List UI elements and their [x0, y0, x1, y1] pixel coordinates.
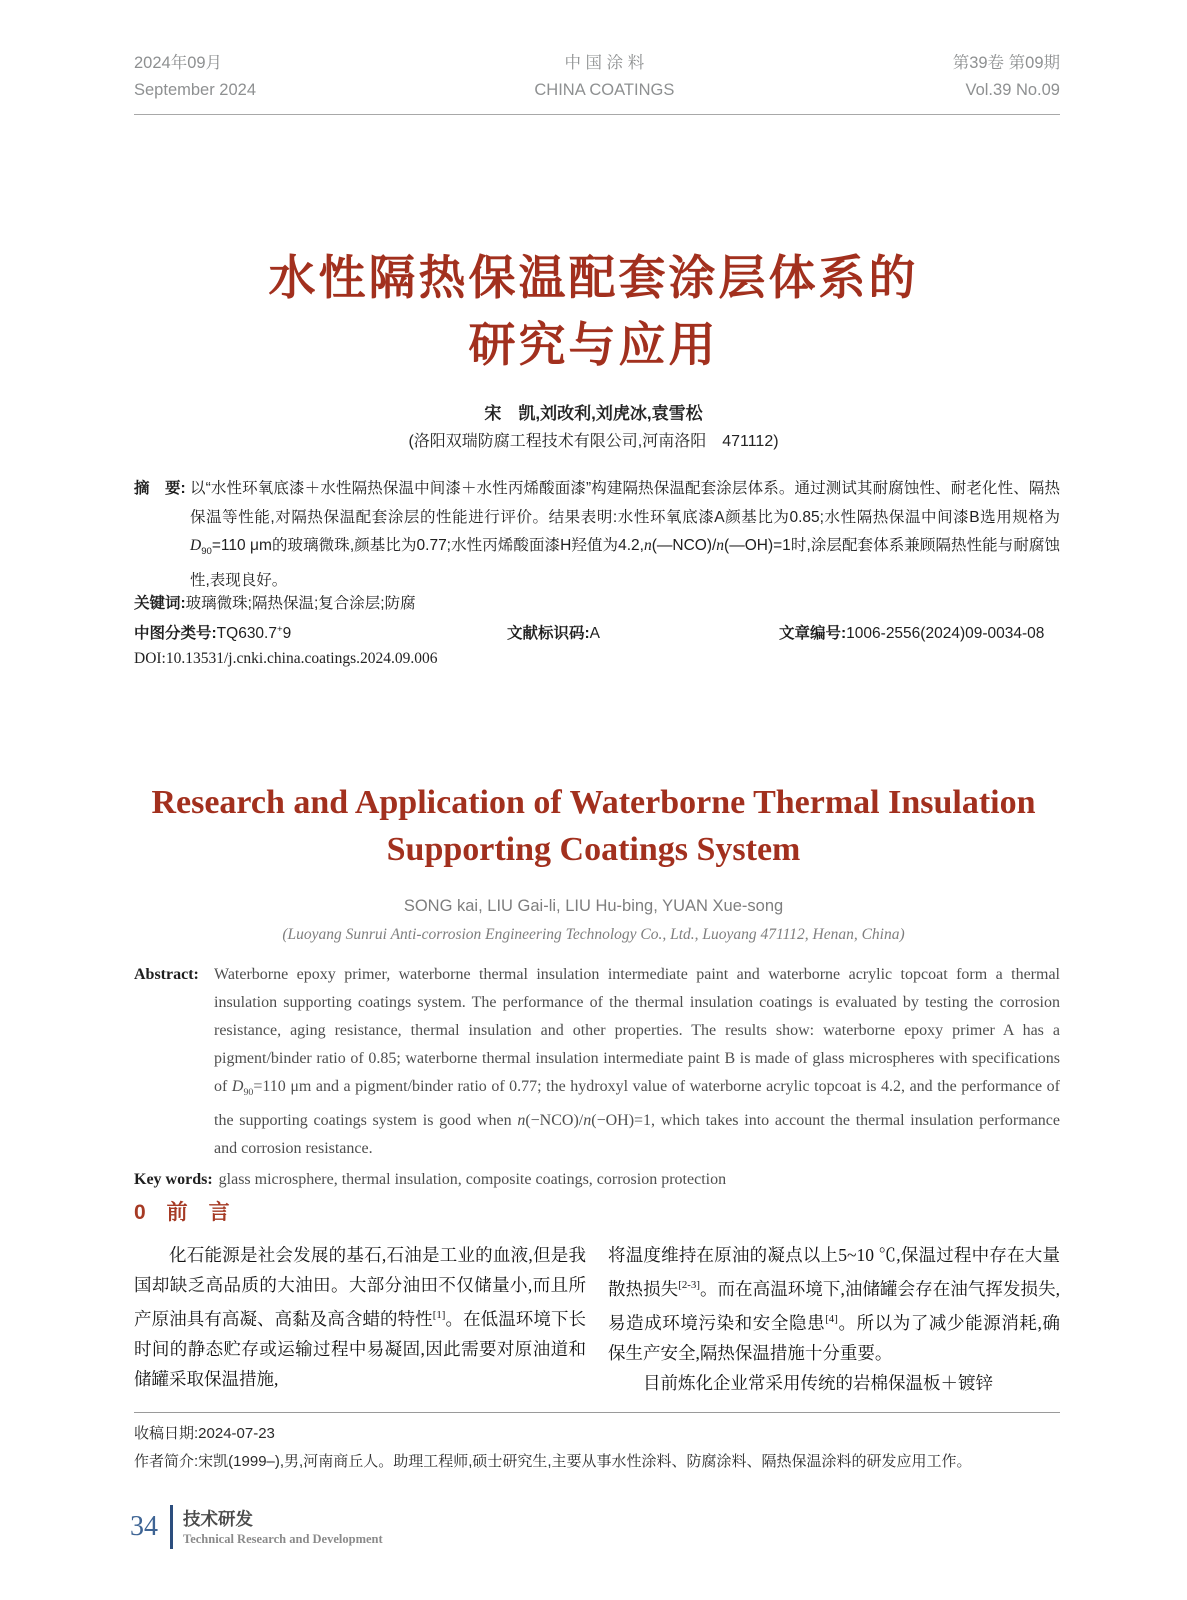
section-0-heading: 0 前 言 — [134, 1201, 230, 1224]
author-bio-label: 作者简介: — [134, 1453, 199, 1470]
abstract-en — [134, 961, 1060, 1163]
clc-label: 中图分类号: — [134, 625, 217, 642]
article-number — [779, 621, 1044, 643]
keywords-cn — [134, 591, 1060, 613]
header-issue — [953, 50, 1060, 104]
variable-n: n — [583, 1112, 592, 1130]
intro-right-column — [608, 1198, 1060, 1398]
article-title-en-line2: Supporting Coatings System — [386, 831, 801, 868]
intro-left-column — [134, 1198, 586, 1398]
authors-cn: 宋 凯,刘改利,刘虎冰,袁雪松 — [484, 404, 703, 423]
keywords-cn-text: 玻璃微珠;隔热保温;复合涂层;防腐 — [185, 595, 416, 612]
text-segment: 。所以为了减少能源消耗,确保生产安全,隔热保温措施十分重要。 — [608, 1312, 1061, 1363]
header-journal-name — [534, 50, 674, 104]
abstract-cn-text — [190, 475, 1060, 595]
journal-header — [134, 50, 1060, 104]
citation-ref-2-3: [2-3] — [678, 1279, 700, 1291]
text-segment: Waterborne epoxy primer, waterborne thermal insulation intermediate paint and waterborne acrylic topcoat form a thermal insulation supporting coatings system. The performance of the thermal insulation coatings is evaluated by testing the corrosion resistance, aging resistance, thermal insulation and other properties. The results show: waterborne epoxy primer A has a pigment/binder ratio of 0.85; waterborne thermal insulation intermediate paint B is made of glass microspheres with specifications of — [214, 966, 1060, 1095]
clc-number — [134, 625, 291, 642]
received-date-value: 2024-07-23 — [198, 1425, 275, 1442]
authors-en: SONG kai, LIU Gai-li, LIU Hu-bing, YUAN Xue-song — [403, 897, 784, 915]
variable-d: D — [190, 537, 202, 554]
header-date-cn: 2024年09月 — [134, 54, 223, 72]
received-date-label: 收稿日期: — [134, 1425, 199, 1442]
citation-ref-4: [4] — [825, 1312, 838, 1325]
text-segment: (−OH)=1, which takes into account the thermal insulation performance and corrosion resistance. — [214, 1112, 1060, 1158]
abstract-cn-label: 摘 要: — [134, 480, 186, 497]
doi: DOI:10.13531/j.cnki.china.coatings.2024.09.006 — [134, 650, 438, 667]
article-title-cn-line1: 水性隔热保温配套涂层体系的 — [268, 251, 919, 304]
footer-divider-bar — [170, 1505, 173, 1549]
subscript-90: 90 — [243, 1087, 254, 1099]
abstract-cn — [134, 475, 1060, 595]
keywords-en-label: Key words: — [134, 1171, 213, 1189]
footer-column — [183, 1508, 383, 1547]
text-segment: 以“水性环氧底漆＋水性隔热保温中间漆＋水性丙烯酸面漆”构建隔热保温配套涂层体系。通过测试其耐腐蚀性、耐老化性、隔热保温等性能,对隔热保温配套涂层的性能进行评价。结果表明:水性环氧底漆A颜基比为0.85;水性隔热保温中间漆B选用规格为 — [190, 480, 1060, 526]
citation-ref-1: [1] — [432, 1309, 446, 1321]
document-code-value: A — [589, 625, 601, 642]
page-number: 34 — [130, 1511, 158, 1542]
intro-paragraph-2: 目前炼化企业常采用传统的岩棉保温板＋镀锌 — [643, 1372, 993, 1393]
text-segment: =110 μm and a pigment/binder ratio of 0.77; the hydroxyl value of waterborne acrylic topcoat is 4.2, and the performance of the supporting coatings system is good when — [214, 1078, 1060, 1130]
page-footer — [130, 1505, 383, 1549]
author-bio-value: 宋凯(1999–),男,河南商丘人。助理工程师,硕士研究生,主要从事水性涂料、防腐涂料、隔热保温涂料的研发应用工作。 — [198, 1453, 972, 1470]
document-code-label: 文献标识码: — [507, 625, 590, 642]
footer-column-en: Technical Research and Development — [183, 1531, 383, 1546]
clc-tail: 9 — [282, 625, 292, 642]
clc-code: TQ630.7 — [216, 625, 277, 642]
abstract-en-text — [214, 961, 1060, 1163]
header-divider — [134, 114, 1060, 115]
affiliation-cn: (洛阳双瑞防腐工程技术有限公司,河南洛阳 471112) — [408, 433, 779, 450]
article-title-en — [0, 779, 1187, 873]
variable-n: n — [517, 1112, 526, 1130]
header-date-en: September 2024 — [134, 81, 257, 99]
variable-d: D — [231, 1078, 244, 1095]
article-number-value: 1006-2556(2024)09-0034-08 — [846, 625, 1045, 642]
article-number-label: 文章编号: — [779, 625, 847, 642]
text-segment: 将温度维持在原油的凝点以上5~10 ℃,保温过程中存在大量散热损失 — [608, 1245, 1060, 1299]
intro-paragraph-1 — [134, 1240, 586, 1394]
clc-superscript: + — [276, 623, 283, 635]
text-segment: 。而在高温环境下,油储罐会存在油气挥发损失,易造成环境污染和安全隐患 — [608, 1278, 1061, 1333]
document-code — [507, 621, 600, 643]
abstract-en-block — [134, 961, 1060, 1194]
header-date — [134, 50, 256, 104]
article-title-en-line1: Research and Application of Waterborne Thermal Insulation — [151, 784, 1036, 821]
received-date — [134, 1420, 1060, 1448]
text-segment: (—OH)=1时,涂层配套体系兼顾隔热性能与耐腐蚀性,表现良好。 — [190, 537, 1060, 589]
issue-en: Vol.39 No.09 — [965, 81, 1060, 99]
keywords-en — [134, 1166, 1060, 1194]
article-title-cn-line2: 研究与应用 — [468, 318, 719, 371]
classification-row — [134, 621, 1060, 643]
issue-cn: 第39卷 第09期 — [952, 54, 1060, 72]
keywords-en-text: glass microsphere, thermal insulation, composite coatings, corrosion protection — [218, 1171, 727, 1189]
intro-section — [134, 1198, 1060, 1398]
affiliation-en: (Luoyang Sunrui Anti-corrosion Engineering Technology Co., Ltd., Luoyang 471112, Henan, China) — [282, 926, 905, 943]
intro-paragraph-1-continued — [608, 1240, 1060, 1368]
abstract-en-label: Abstract: — [134, 966, 199, 983]
text-segment: 化石能源是社会发展的基石,石油是工业的血液,但是我国却缺乏高品质的大油田。大部分油田不仅储量小,而且所产原油具有高凝、高黏及高含蜡的特性 — [134, 1245, 586, 1329]
text-segment: =110 μm的玻璃微珠,颜基比为0.77;水性丙烯酸面漆H羟值为4.2, — [211, 537, 644, 554]
footnote-block — [134, 1412, 1060, 1476]
author-bio — [134, 1448, 1060, 1476]
variable-n: n — [716, 537, 725, 554]
keywords-cn-label: 关键词: — [134, 595, 186, 612]
subscript-90: 90 — [201, 546, 212, 558]
article-title-cn — [0, 244, 1187, 378]
text-segment: 。在低温环境下长时间的静态贮存或运输过程中易凝固,因此需要对原油道和储罐采取保温措施, — [134, 1308, 587, 1389]
journal-name-en: CHINA COATINGS — [534, 81, 675, 99]
footer-column-cn: 技术研发 — [183, 1508, 253, 1529]
text-segment: (−NCO)/ — [525, 1112, 584, 1130]
text-segment: (—NCO)/ — [651, 537, 717, 554]
journal-name-cn: 中 国 涂 料 — [564, 54, 645, 72]
variable-n: n — [643, 537, 652, 554]
